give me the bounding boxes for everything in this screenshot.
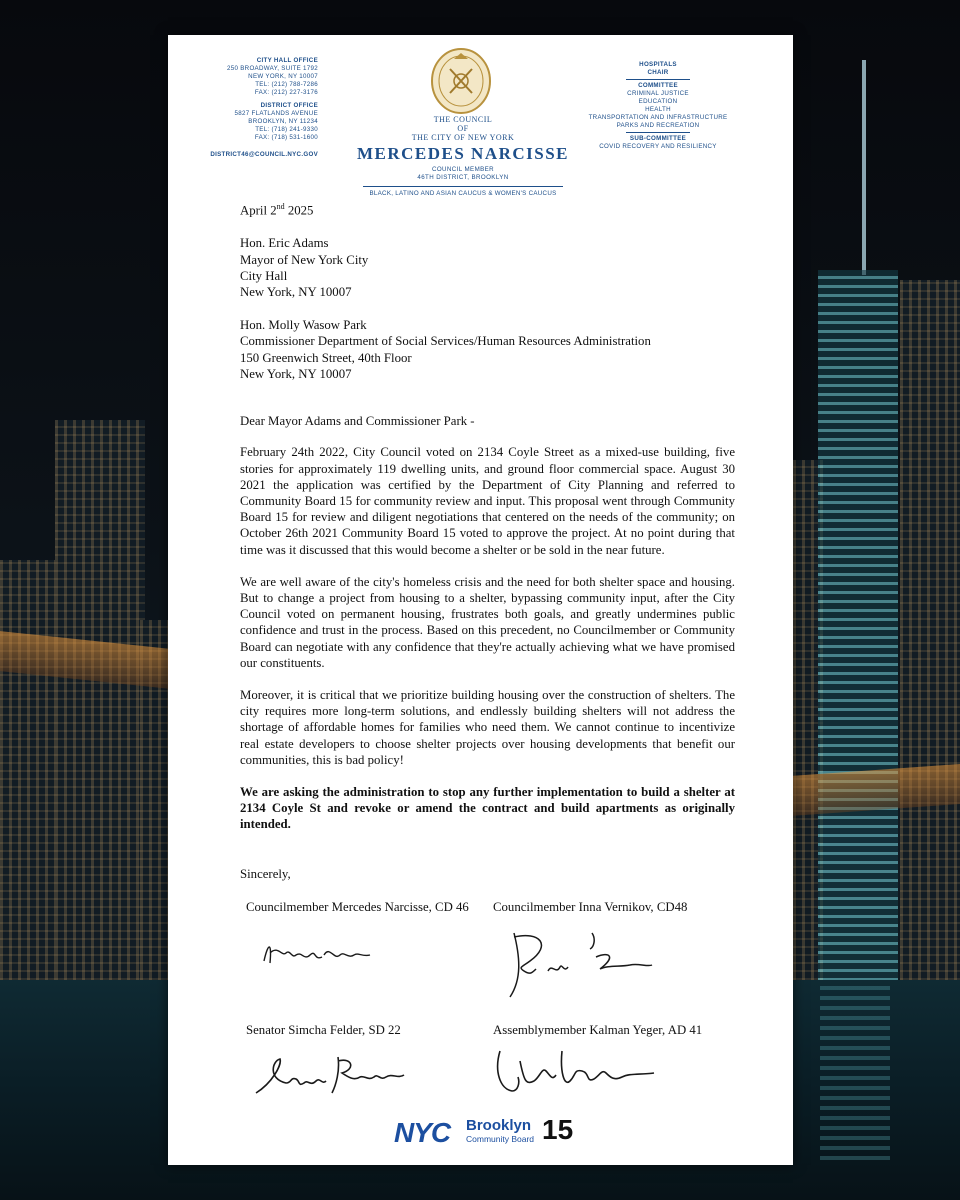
background-building <box>900 280 960 980</box>
signatory-label: Councilmember Inna Vernikov, CD48 <box>493 900 688 914</box>
city-hall-address-line: NEW YORK, NY 10007 <box>248 73 318 80</box>
chair-committee: HOSPITALS <box>639 61 677 68</box>
recipient-address-2 <box>240 317 735 382</box>
signatory-label: Assemblymember Kalman Yeger, AD 41 <box>493 1023 703 1037</box>
council-line: THE COUNCIL <box>433 115 493 124</box>
district-email: DISTRICT46@COUNCIL.NYC.GOV <box>210 151 318 158</box>
letter-body <box>240 199 735 882</box>
salutation: Dear Mayor Adams and Commissioner Park - <box>240 414 475 429</box>
signature-felder <box>252 1053 412 1099</box>
district-address-line: 5827 FLATLANDS AVENUE <box>234 110 318 117</box>
background-building <box>0 560 60 980</box>
letterhead-title-block <box>328 115 598 197</box>
committee-item: PARKS AND RECREATION <box>616 122 700 129</box>
board-number: 15 <box>542 1114 574 1145</box>
signatory-label: Senator Simcha Felder, SD 22 <box>246 1023 401 1037</box>
council-line: OF <box>457 124 469 133</box>
city-hall-tel: TEL: (212) 788-7286 <box>255 81 318 88</box>
letter-page <box>168 35 793 1165</box>
signature-yeger <box>490 1041 660 1097</box>
committee-item: HEALTH <box>645 106 671 113</box>
board-label: Community Board <box>466 1134 535 1144</box>
tower-spire <box>862 60 866 275</box>
background-building <box>55 420 145 980</box>
signature-vernikov <box>500 927 660 999</box>
recipient-line: Hon. Eric Adams <box>240 236 329 251</box>
recipient-address-1 <box>240 235 735 300</box>
signature-narcisse <box>260 935 375 971</box>
recipient-line: City Hall <box>240 268 288 283</box>
paragraph: Moreover, it is critical that we prioritize building housing over the construction of shelters. The city requires more long-term solutions, and endlessly building shelters will not address the shortage of affordable homes for families who need them. We cannot continue to incentivize real estate developers to choose shelter projects over housing developments that benefit our communities, this is bad policy! <box>240 687 735 767</box>
city-hall-fax: FAX: (212) 227-3176 <box>254 89 318 96</box>
paragraph: We are well aware of the city's homeless crisis and the need for both shelter space and housing. But to change a project from housing to a shelter, bypassing community input, after the City Council voted on permanent housing, frustrates both goals, and greatly undermines public confidence and trust in the process. Based on this precedent, no Councilmember or Community Board can negotiate with any confidence that they're actually achieving what we have promised our constituents. <box>240 574 735 670</box>
committee-label: COMMITTEE <box>638 82 678 89</box>
tower <box>818 270 898 990</box>
closing: Sincerely, <box>240 866 291 881</box>
city-council-seal-icon <box>430 47 492 115</box>
recipient-line: Mayor of New York City <box>240 252 369 267</box>
council-member-name: MERCEDES NARCISSE <box>356 144 570 163</box>
water-reflection <box>820 980 890 1160</box>
recipient-line: New York, NY 10007 <box>240 285 352 300</box>
letter-date: April 2nd 2025 <box>240 202 314 218</box>
paragraph: February 24th 2022, City Council voted on 2134 Coyle Street as a mixed-use building, five stories for approximately 119 dwelling units, and ground floor commercial space. August 30 2021 the application was certified by the Department of City Planning and referred to Community Board 15 for community review and input. This proposal went through Community Board 15 for review and diligent negotiations that centered on the needs of the community; on October 26th 2021 Community Board 15 voted to approve the project. At no point during that time was it discussed that this would become a shelter or be sold in the near future. <box>240 445 735 557</box>
community-board-logo <box>394 1115 584 1147</box>
committee-item: EDUCATION <box>638 98 678 105</box>
letterhead-contact-block <box>168 57 318 159</box>
council-member-role: COUNCIL MEMBER <box>431 166 495 173</box>
letterhead-committees-block <box>578 61 738 151</box>
council-line: THE CITY OF NEW YORK <box>411 133 515 142</box>
district-address-line: BROOKLYN, NY 11234 <box>248 118 318 125</box>
signatory-label: Councilmember Mercedes Narcisse, CD 46 <box>246 900 469 914</box>
district-tel: TEL: (718) 241-9330 <box>255 126 318 133</box>
caucus-line: BLACK, LATINO AND ASIAN CAUCUS & WOMEN'S CAUCUS <box>369 190 557 197</box>
nyc-logo: NYC <box>394 1117 451 1148</box>
recipient-line: Hon. Molly Wasow Park <box>240 318 367 333</box>
committee-item: CRIMINAL JUSTICE <box>627 90 689 97</box>
council-district: 46TH DISTRICT, BROOKLYN <box>417 174 509 181</box>
city-hall-address-line: 250 BROADWAY, SUITE 1792 <box>227 65 318 72</box>
city-hall-title: CITY HALL OFFICE <box>256 57 318 64</box>
subcommittee-item: COVID RECOVERY AND RESILIENCY <box>599 143 717 150</box>
recipient-line: Commissioner Department of Social Services/Human Resources Administration <box>240 334 651 349</box>
district-fax: FAX: (718) 531-1600 <box>254 134 318 141</box>
district-office-title: DISTRICT OFFICE <box>260 102 318 109</box>
request-paragraph: We are asking the administration to stop any further implementation to build a shelter at 2134 Coyle St and revoke or amend the contract and build apartments as originally intended. <box>240 784 735 832</box>
recipient-line: New York, NY 10007 <box>240 366 352 381</box>
committee-item: TRANSPORTATION AND INFRASTRUCTURE <box>588 114 728 121</box>
borough-name: Brooklyn <box>466 1117 532 1134</box>
recipient-line: 150 Greenwich Street, 40th Floor <box>240 350 412 365</box>
chair-label: CHAIR <box>647 69 669 76</box>
subcommittee-label: SUB-COMMITTEE <box>629 135 687 142</box>
